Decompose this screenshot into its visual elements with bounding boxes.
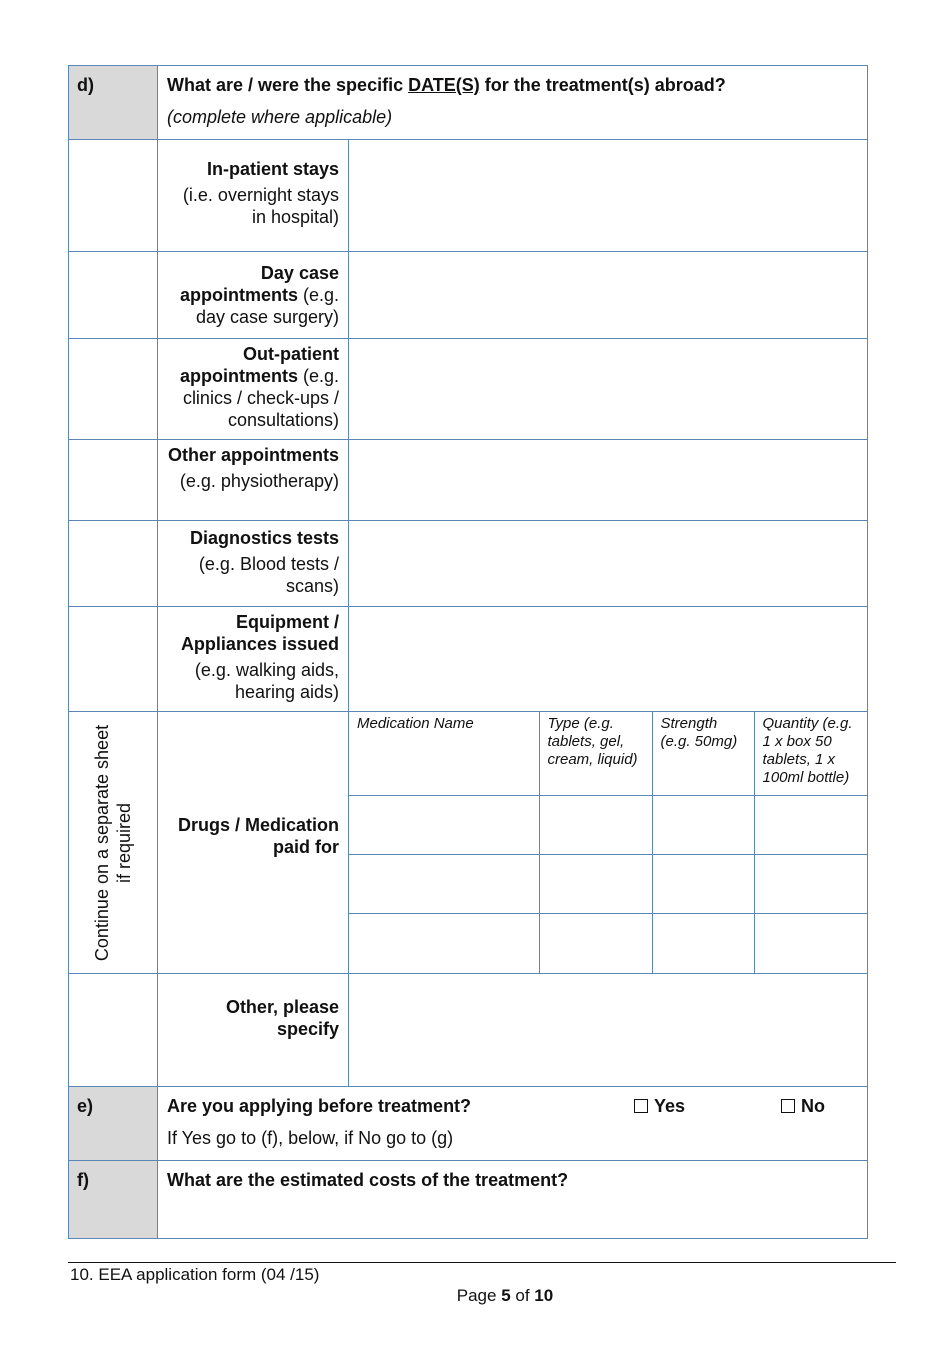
page-number: [0, 1286, 950, 1306]
medication-strength-input[interactable]: [652, 855, 754, 914]
equipment-detail: (e.g. walking aids, hearing aids): [194, 660, 339, 702]
outpatient-detail: (e.g. clinics / check-ups / consultations): [182, 366, 339, 430]
medication-header-row: [349, 712, 868, 795]
inpatient-label: [158, 140, 349, 252]
equipment-row: [69, 607, 868, 712]
other-appointments-input[interactable]: [349, 440, 868, 521]
medication-entry-row: [349, 914, 868, 973]
continue-note: Continue on a separate sheet if required: [92, 724, 134, 961]
section-f-title: What are the estimated costs of the treatment?: [167, 1170, 569, 1190]
medication-quantity-input[interactable]: [754, 855, 868, 914]
inpatient-detail: (i.e. overnight stays in hospital): [182, 185, 339, 227]
medication-grid-cell: [349, 712, 868, 974]
medication-name-input[interactable]: [349, 855, 539, 914]
other-appointments-title: Other appointments: [167, 445, 339, 465]
no-label: No: [801, 1096, 825, 1116]
medication-entry-row: [349, 855, 868, 914]
inpatient-row: [69, 140, 868, 252]
daycase-detail: (e.g. day case surgery): [195, 285, 339, 327]
medication-type-input[interactable]: [539, 855, 652, 914]
no-checkbox[interactable]: [781, 1099, 795, 1113]
outpatient-row: [69, 339, 868, 440]
medication-strength-input[interactable]: [652, 795, 754, 854]
medication-quantity-input[interactable]: [754, 914, 868, 973]
section-e-letter: e): [69, 1087, 158, 1161]
medication-entry-row: [349, 795, 868, 854]
other-appointments-detail: (e.g. physiotherapy): [179, 471, 339, 491]
footer-divider: [68, 1262, 896, 1263]
section-f-row: [69, 1161, 868, 1239]
medication-grid: [349, 712, 868, 973]
other-appointments-label: [158, 440, 349, 521]
medication-type-input[interactable]: [539, 914, 652, 973]
form-reference: 10. EEA application form (04 /15): [70, 1265, 320, 1284]
question-underlined: DATE(S): [408, 75, 480, 95]
section-d-note: (complete where applicable): [167, 107, 393, 127]
medication-name-header: Medication Name: [349, 712, 539, 795]
diagnostics-title: Diagnostics tests: [189, 528, 339, 548]
blank-cell: [69, 521, 158, 607]
medication-strength-input[interactable]: [652, 914, 754, 973]
blank-cell: [69, 440, 158, 521]
blank-cell: [69, 140, 158, 252]
medication-strength-header: Strength (e.g. 50mg): [652, 712, 754, 795]
section-e-title: Are you applying before treatment?: [167, 1096, 472, 1116]
diagnostics-input[interactable]: [349, 521, 868, 607]
medication-type-header: Type (e.g. tablets, gel, cream, liquid): [539, 712, 652, 795]
page-total: 10: [534, 1286, 554, 1305]
page-word: Page: [456, 1286, 502, 1305]
yes-label: Yes: [654, 1096, 686, 1116]
of-word: of: [510, 1286, 535, 1305]
continue-note-cell: [69, 712, 158, 974]
daycase-row: [69, 252, 868, 339]
blank-cell: [69, 252, 158, 339]
diagnostics-row: [69, 521, 868, 607]
daycase-title: Day case appointments: [179, 263, 339, 305]
inpatient-title: In-patient stays: [206, 159, 339, 179]
other-specify-title: Other, please specify: [225, 997, 339, 1039]
daycase-label: [158, 252, 349, 339]
diagnostics-detail: (e.g. Blood tests / scans): [198, 554, 339, 596]
equipment-title: Equipment / Appliances issued: [180, 612, 339, 654]
equipment-input[interactable]: [349, 607, 868, 712]
question-suffix: for the treatment(s) abroad?: [479, 75, 726, 95]
other-specify-row: [69, 974, 868, 1087]
question-prefix: What are / were the specific: [167, 75, 409, 95]
medication-name-input[interactable]: [349, 914, 539, 973]
yes-option[interactable]: [634, 1095, 685, 1117]
section-e-instruction: If Yes go to (f), below, if No go to (g): [167, 1128, 454, 1148]
medication-quantity-header: Quantity (e.g. 1 x box 50 tablets, 1 x 100ml bottle): [754, 712, 868, 795]
drugs-label: [158, 712, 349, 974]
section-d-letter: d): [69, 66, 158, 140]
yes-checkbox[interactable]: [634, 1099, 648, 1113]
drugs-row: [69, 712, 868, 974]
diagnostics-label: [158, 521, 349, 607]
section-e-question: [158, 1087, 868, 1161]
blank-cell: [69, 339, 158, 440]
inpatient-input[interactable]: [349, 140, 868, 252]
section-d-question: [158, 66, 868, 140]
medication-quantity-input[interactable]: [754, 795, 868, 854]
section-d-row: [69, 66, 868, 140]
section-f-question: [158, 1161, 868, 1239]
other-specify-input[interactable]: [349, 974, 868, 1087]
outpatient-input[interactable]: [349, 339, 868, 440]
medication-name-input[interactable]: [349, 795, 539, 854]
no-option[interactable]: [781, 1095, 825, 1117]
other-appointments-row: [69, 440, 868, 521]
outpatient-label: [158, 339, 349, 440]
section-f-letter: f): [69, 1161, 158, 1239]
outpatient-title: Out-patient appointments: [179, 344, 339, 386]
daycase-input[interactable]: [349, 252, 868, 339]
drugs-title: Drugs / Medication paid for: [177, 814, 339, 857]
blank-cell: [69, 607, 158, 712]
page-current: 5: [501, 1286, 511, 1305]
form-table: [68, 65, 868, 1239]
medication-type-input[interactable]: [539, 795, 652, 854]
section-e-row: [69, 1087, 868, 1161]
equipment-label: [158, 607, 349, 712]
other-specify-label: [158, 974, 349, 1087]
blank-cell: [69, 974, 158, 1087]
